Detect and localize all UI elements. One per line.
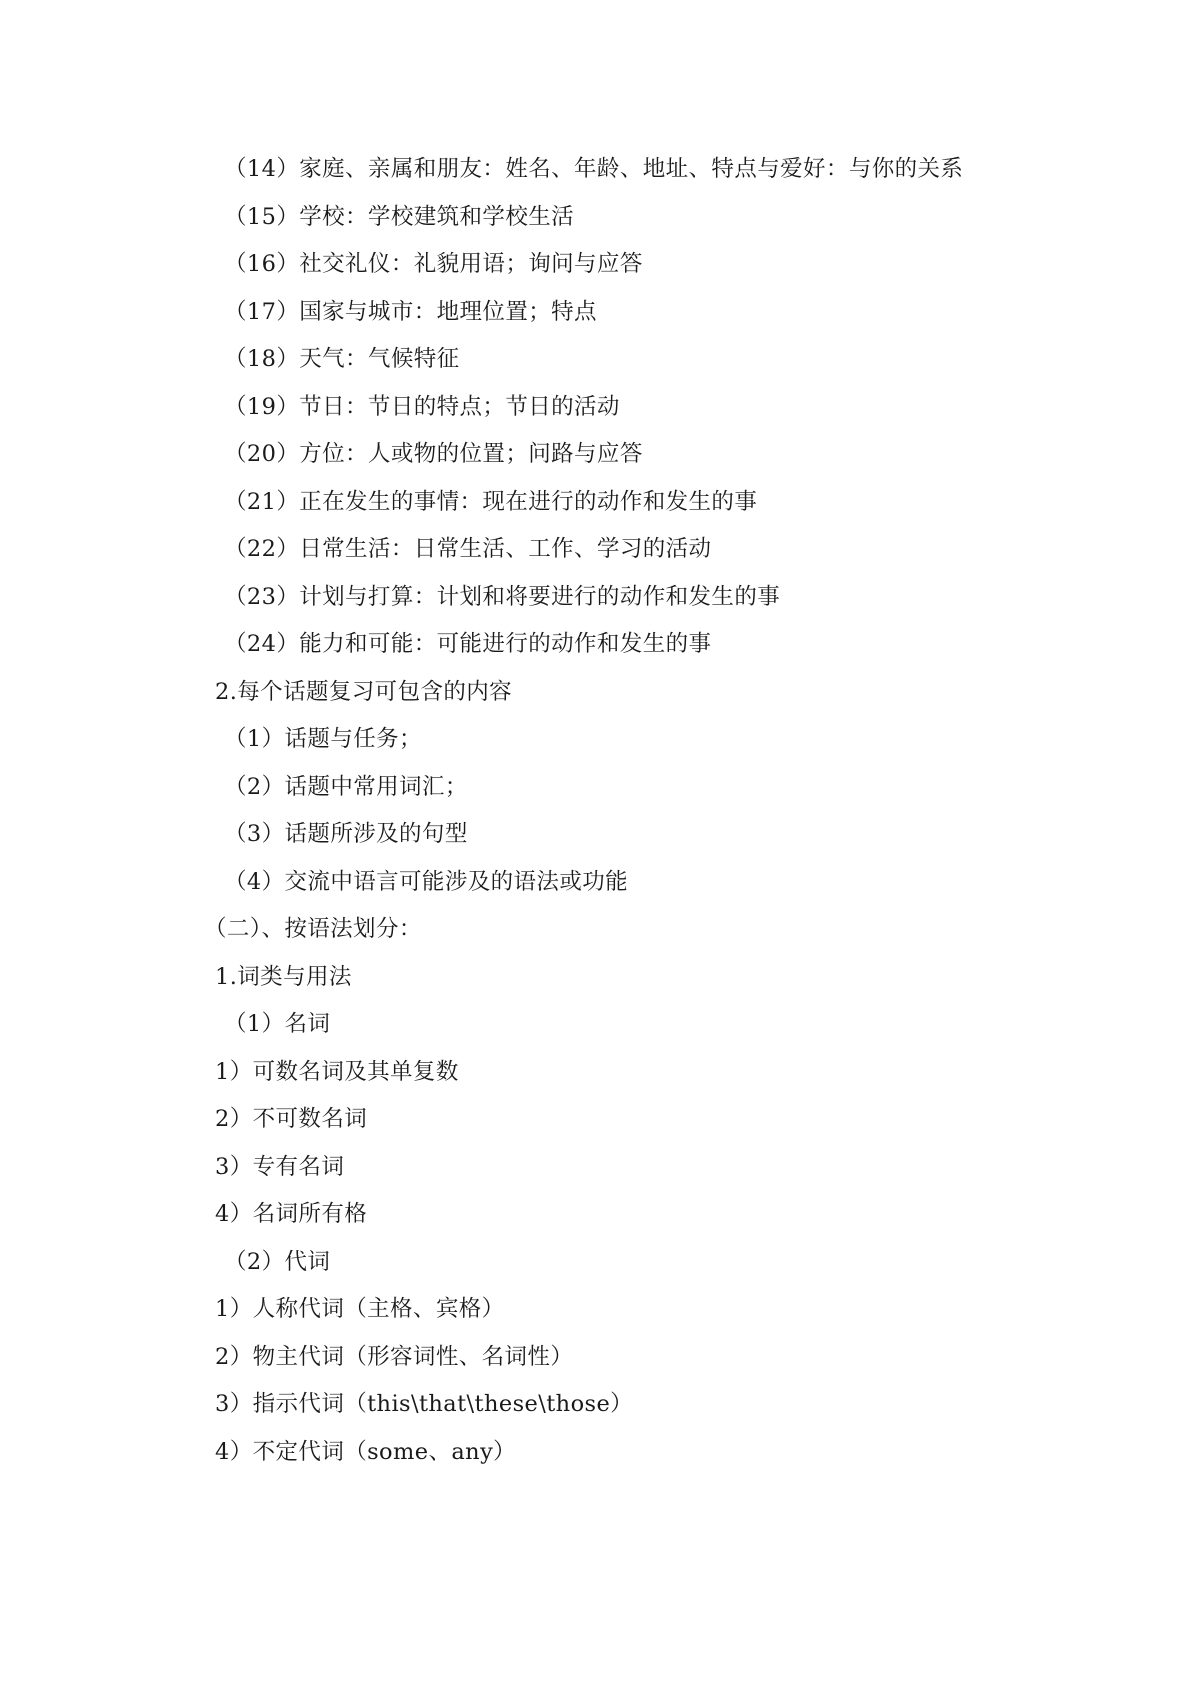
text-line-nouns-3: 3）专有名词 — [215, 1153, 345, 1180]
item-heading-pronouns: （2）代词 — [224, 1248, 331, 1275]
text-line-topic-23: （23）计划与打算：计划和将要进行的动作和发生的事 — [224, 583, 781, 610]
text-line-pronouns-4: 4）不定代词（some、any） — [215, 1438, 517, 1465]
text-line-topic-24: （24）能力和可能：可能进行的动作和发生的事 — [224, 631, 712, 657]
text-line-topic-15: （15）学校：学校建筑和学校生活 — [224, 203, 575, 230]
text-line-review-2: （2）话题中常用词汇； — [224, 773, 468, 800]
text-line-topic-17: （17）国家与城市：地理位置；特点 — [224, 298, 597, 325]
document-body — [0, 146, 1200, 1476]
subheading-review-content: 2.每个话题复习可包含的内容 — [215, 678, 513, 705]
text-line-topic-22: （22）日常生活：日常生活、工作、学习的活动 — [224, 536, 712, 562]
text-line-review-1: （1）话题与任务； — [224, 726, 422, 752]
text-line-pronouns-2: 2）物主代词（形容词性、名词性） — [215, 1343, 574, 1370]
text-line-nouns-1: 1）可数名词及其单复数 — [215, 1058, 459, 1085]
subheading-word-classes: 1.词类与用法 — [215, 963, 352, 990]
section-heading-grammar: （二）、按语法划分： — [204, 916, 422, 942]
text-line-topic-20: （20）方位：人或物的位置；问路与应答 — [224, 441, 643, 467]
item-heading-nouns: （1）名词 — [224, 1011, 331, 1037]
text-line-topic-16: （16）社交礼仪：礼貌用语；询问与应答 — [224, 251, 643, 277]
text-line-topic-21: （21）正在发生的事情：现在进行的动作和发生的事 — [224, 488, 758, 515]
text-line-topic-14: （14）家庭、亲属和朋友：姓名、年龄、地址、特点与爱好：与你的关系 — [224, 156, 964, 182]
text-line-topic-19: （19）节日：节日的特点；节日的活动 — [224, 393, 620, 420]
text-line-nouns-4: 4）名词所有格 — [215, 1201, 368, 1227]
text-line-review-4: （4）交流中语言可能涉及的语法或功能 — [224, 868, 629, 895]
text-line-pronouns-3: 3）指示代词（this\that\these\those） — [215, 1391, 634, 1417]
text-line-topic-18: （18）天气：气候特征 — [224, 346, 460, 372]
text-line-pronouns-1: 1）人称代词（主格、宾格） — [215, 1296, 505, 1322]
text-line-nouns-2: 2）不可数名词 — [215, 1106, 368, 1132]
text-line-review-3: （3）话题所涉及的句型 — [224, 821, 468, 847]
